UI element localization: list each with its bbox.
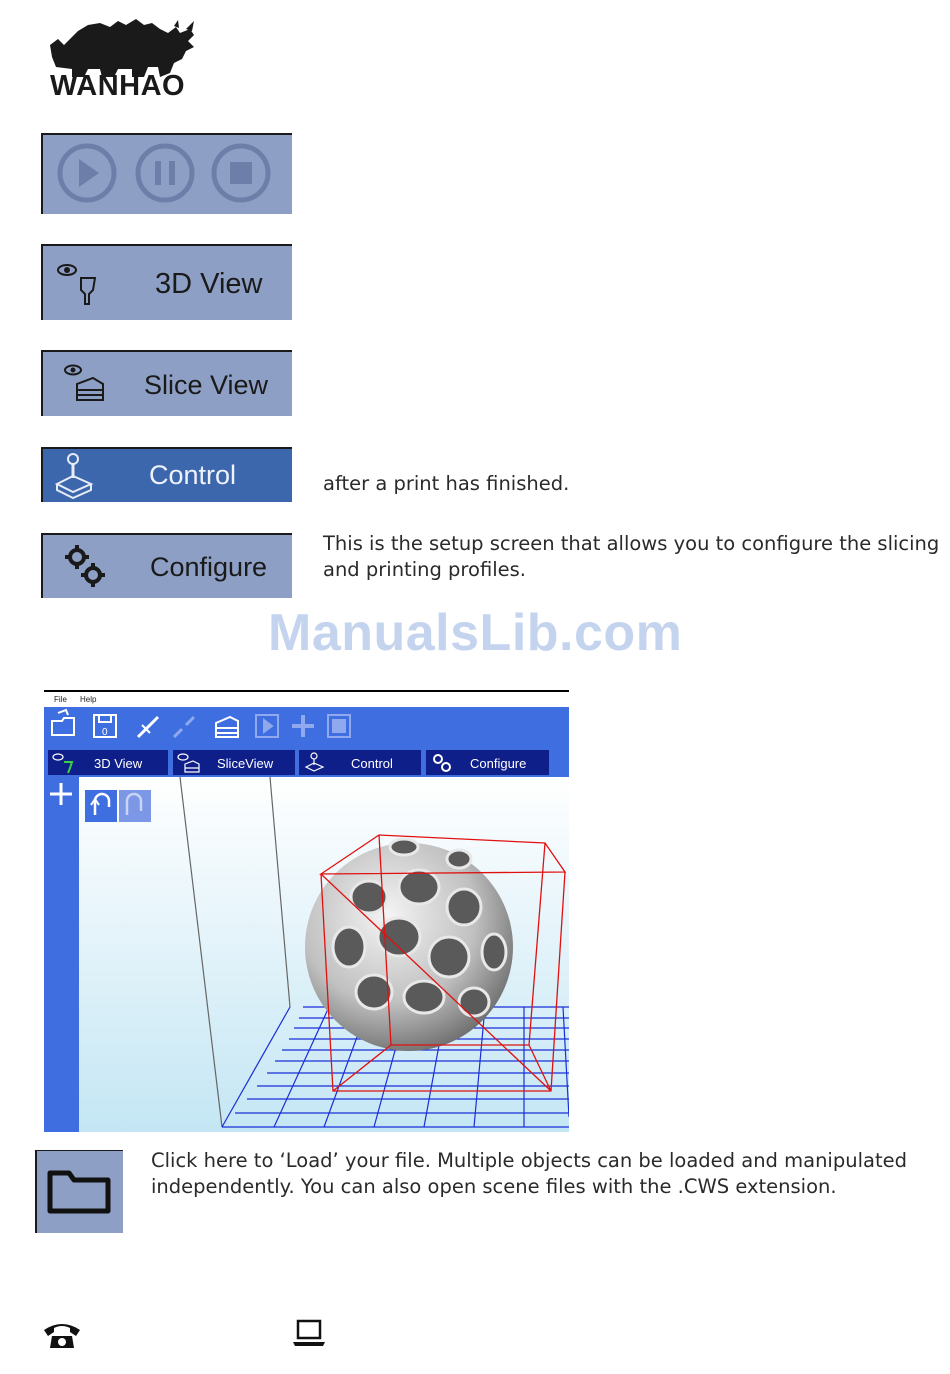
3d-view-button-image	[41, 244, 292, 320]
load-button-image	[35, 1150, 123, 1233]
menu-file[interactable]: File	[54, 695, 67, 704]
joystick-icon	[303, 752, 327, 774]
laptop-icon	[292, 1318, 326, 1348]
open-icon	[52, 710, 74, 735]
play-icon	[256, 715, 278, 737]
gears-icon	[63, 543, 109, 589]
watermark: ManualsLib.com	[268, 604, 683, 662]
load-description: Click here to ‘Load’ your file. Multiple objects can be loaded and manipulated independently. You can also open scene files with the .CWS extension.	[151, 1149, 907, 1198]
menu-help[interactable]: Help	[80, 695, 97, 704]
gears-icon	[430, 752, 454, 774]
joystick-icon	[51, 452, 99, 500]
configure-description: This is the setup screen that allows you to configure the slicing and printing profiles.	[323, 532, 940, 581]
control-button-image	[41, 447, 292, 502]
eye-slices-icon	[177, 752, 201, 774]
slice-icon	[216, 717, 238, 737]
stop-icon	[328, 715, 350, 737]
configure-button-image	[41, 533, 292, 598]
connect-icon	[138, 717, 158, 737]
app-screenshot	[44, 690, 569, 1132]
control-label: Control	[149, 460, 237, 490]
save-icon	[94, 715, 116, 738]
phone-icon	[42, 1318, 82, 1352]
pause-icon	[138, 146, 192, 200]
disconnect-icon	[174, 717, 194, 737]
eye-nozzle-icon	[55, 260, 105, 310]
side-toolbar	[44, 777, 79, 1132]
eye-nozzle-icon	[52, 752, 76, 774]
add-object-icon	[44, 777, 79, 817]
tab-control[interactable]: Control	[299, 750, 421, 775]
control-description: after a print has finished.	[323, 472, 570, 495]
tab-configure[interactable]: Configure	[426, 750, 549, 775]
wanhao-logo-text: WANHAO	[50, 70, 186, 102]
eye-slices-icon	[63, 362, 107, 406]
play-icon	[60, 146, 114, 200]
configure-label: Configure	[150, 552, 268, 582]
add-icon	[292, 715, 314, 737]
toolbar	[44, 707, 569, 777]
3d-viewport[interactable]	[79, 777, 569, 1132]
slice-view-label: Slice View	[144, 370, 269, 400]
svg-text:0: 0	[102, 727, 108, 738]
menu-bar	[44, 692, 569, 707]
tab-3d-view[interactable]: 3D View	[48, 750, 168, 775]
tab-slice-view[interactable]: SliceView	[173, 750, 295, 775]
folder-icon	[37, 1151, 123, 1233]
slice-view-button-image	[41, 350, 292, 416]
stop-icon	[214, 146, 268, 200]
3d-view-label: 3D View	[155, 268, 263, 300]
print-controls-image	[41, 133, 292, 214]
